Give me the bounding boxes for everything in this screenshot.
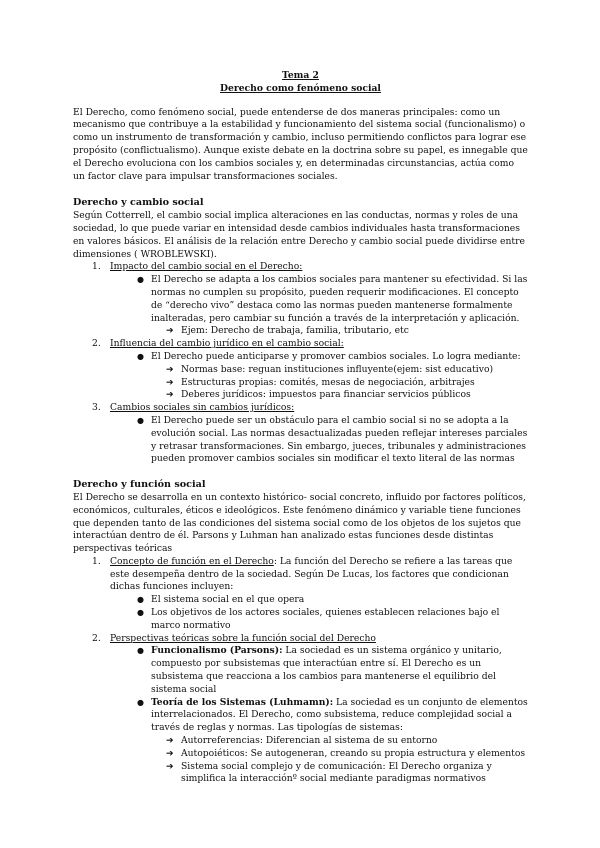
cambio-social-list xyxy=(73,261,528,466)
bullet-icon: ● xyxy=(137,351,144,361)
topic-number: Tema 2 xyxy=(282,70,319,81)
list-item-label: Cambios sociales sin cambios jurídicos: xyxy=(110,402,295,414)
bullet-bold-label: Teoría de los Sistemas (Luhmamn): xyxy=(151,696,334,708)
document-page xyxy=(73,70,528,786)
arrow-item xyxy=(73,761,528,787)
bullet-item xyxy=(73,274,528,325)
arrow-text: Deberes jurídicos: impuestos para financiar servicios públicos xyxy=(181,389,471,401)
bullet-item xyxy=(73,415,528,466)
list-number: 1. xyxy=(92,555,101,567)
arrow-item xyxy=(73,389,528,402)
section-paragraph-funcion-social: El Derecho se desarrolla en un contexto histórico- social concreto, influido por factores políticos, económicos, culturales, éticos e ideológicos. Este fenómeno dinámico y variable tiene funciones que dependen tanto de las condiciones del sistema social como de los objetos de los sujetos que interactúan dentro de él. Parsons y Luhman han analizado estas funciones desde distintas perspectivas teóricas xyxy=(73,491,526,555)
bullet-item xyxy=(73,607,528,633)
section-heading-funcion-social: Derecho y función social xyxy=(73,479,206,491)
bullet-text: El Derecho puede anticiparse y promover cambios sociales. Lo logra mediante: xyxy=(151,350,521,362)
arrow-text: Normas base: reguan instituciones influyente(ejem: sist educativo) xyxy=(181,363,494,375)
list-item-label: Influencia del cambio jurídico en el cambio social: xyxy=(110,338,344,350)
list-item-label: Impacto del cambio social en el Derecho: xyxy=(110,261,303,273)
bullet-icon: ● xyxy=(137,608,144,618)
bullet-text: Los objetivos de los actores sociales, quienes establecen relaciones bajo el marco normativo xyxy=(151,607,500,631)
arrow-item xyxy=(73,325,528,338)
arrow-item xyxy=(73,377,528,390)
list-item xyxy=(73,402,528,415)
funcion-social-list xyxy=(73,556,528,786)
bullet-text: El Derecho se adapta a los cambios sociales para mantener su efectividad. Si las normas no cumplen su propósito, pueden requerir modificaciones. El concepto de “derecho vivo” destaca como las normas pueden mantenerse formalmente inalteradas, pero cambiar su función a través de la interpretación y aplicación. xyxy=(151,274,528,324)
arrow-icon: ➔ xyxy=(166,760,174,772)
arrow-item xyxy=(73,364,528,377)
arrow-icon: ➔ xyxy=(166,325,174,337)
arrow-text: Estructuras propias: comités, mesas de negociación, arbitrajes xyxy=(181,376,475,388)
arrow-text: Autopoiéticos: Se autogeneran, creando su propia estructura y elementos xyxy=(181,747,526,759)
bullet-item xyxy=(73,351,528,364)
bullet-bold-label: Funcionalismo (Parsons): xyxy=(151,645,283,657)
bullet-icon: ● xyxy=(137,646,144,656)
bullet-icon: ● xyxy=(137,697,144,707)
list-item-label: Perspectivas teóricas sobre la función social del Derecho xyxy=(110,632,376,644)
bullet-text: La sociedad es un conjunto de elementos interrelacionados. El Derecho, como subsistema, reduce complejidad social a través de reglas y normas. Las tipologías de sistemas: xyxy=(151,696,528,734)
intro-paragraph: El Derecho, como fenómeno social, puede entenderse de dos maneras principales: como un mecanismo que contribuye a la estabilidad y funcionamiento del sistema social (funcionalismo) o como un instrumento de transformación y cambio, incluso permitiendo conflictos para lograr ese propósito (conflictualismo). Aunque existe debate en la doctrina sobre su papel, es innegable que el Derecho evoluciona con los cambios sociales y, en determinadas circunstancias, actúa como un factor clave para impulsar transformaciones sociales. xyxy=(73,106,528,182)
list-item xyxy=(73,338,528,351)
bullet-icon: ● xyxy=(137,415,144,425)
arrow-item xyxy=(73,735,528,748)
bullet-icon: ● xyxy=(137,275,144,285)
list-item-text: : La función del Derecho se refiere a las tareas que este desempeña dentro de la sociedad. Según De Lucas, los factores que condicionan dichas funciones incluyen: xyxy=(110,555,513,593)
bullet-item xyxy=(73,645,528,696)
bullet-icon: ● xyxy=(137,595,144,605)
document-title: Derecho como fenómeno social xyxy=(220,82,381,94)
arrow-text: Ejem: Derecho de trabaja, familia, tributario, etc xyxy=(181,325,409,337)
list-item xyxy=(73,261,528,274)
arrow-text: Sistema social complejo y de comunicación: El Derecho organiza y simplifica la interacciónº social mediante paradigmas normativos xyxy=(181,760,492,785)
bullet-text: La sociedad es un sistema orgánico y unitario, compuesto por subsistemas que interactúan entre sí. El Derecho es un subsistema que reacciona a los cambios para mantenerse el equilibrio del sistema social xyxy=(151,645,502,695)
bullet-item xyxy=(73,697,528,735)
list-item xyxy=(73,633,528,646)
arrow-text: Autorreferencias: Diferencian al sistema de su entorno xyxy=(181,735,438,747)
list-item xyxy=(73,556,528,594)
bullet-item xyxy=(73,594,528,607)
list-number: 1. xyxy=(92,261,101,273)
arrow-icon: ➔ xyxy=(166,747,174,759)
arrow-icon: ➔ xyxy=(166,735,174,747)
arrow-icon: ➔ xyxy=(166,363,174,375)
section-heading-cambio-social: Derecho y cambio social xyxy=(73,197,204,209)
arrow-icon: ➔ xyxy=(166,389,174,401)
arrow-icon: ➔ xyxy=(166,376,174,388)
list-number: 2. xyxy=(92,338,101,350)
bullet-text: El sistema social en el que opera xyxy=(151,594,305,606)
section-paragraph-cambio-social: Según Cotterrell, el cambio social implica alteraciones en las conductas, normas y roles de una sociedad, lo que puede variar en intensidad desde cambios individuales hasta transformaciones en valores básicos. El análisis de la relación entre Derecho y cambio social puede dividirse entre dimensiones ( WROBLEWSKI). xyxy=(73,210,525,260)
arrow-item xyxy=(73,748,528,761)
list-number: 2. xyxy=(92,632,101,644)
list-item-label: Concepto de función en el Derecho xyxy=(110,555,274,567)
list-number: 3. xyxy=(92,402,101,414)
bullet-text: El Derecho puede ser un obstáculo para el cambio social si no se adopta a la evolución social. Las normas desactualizadas pueden reflejar intereses parciales y retrasar transformaciones. Sin embargo, jueces, tribunales y administraciones pueden promover cambios sociales sin modificar el texto literal de las normas xyxy=(151,414,528,465)
